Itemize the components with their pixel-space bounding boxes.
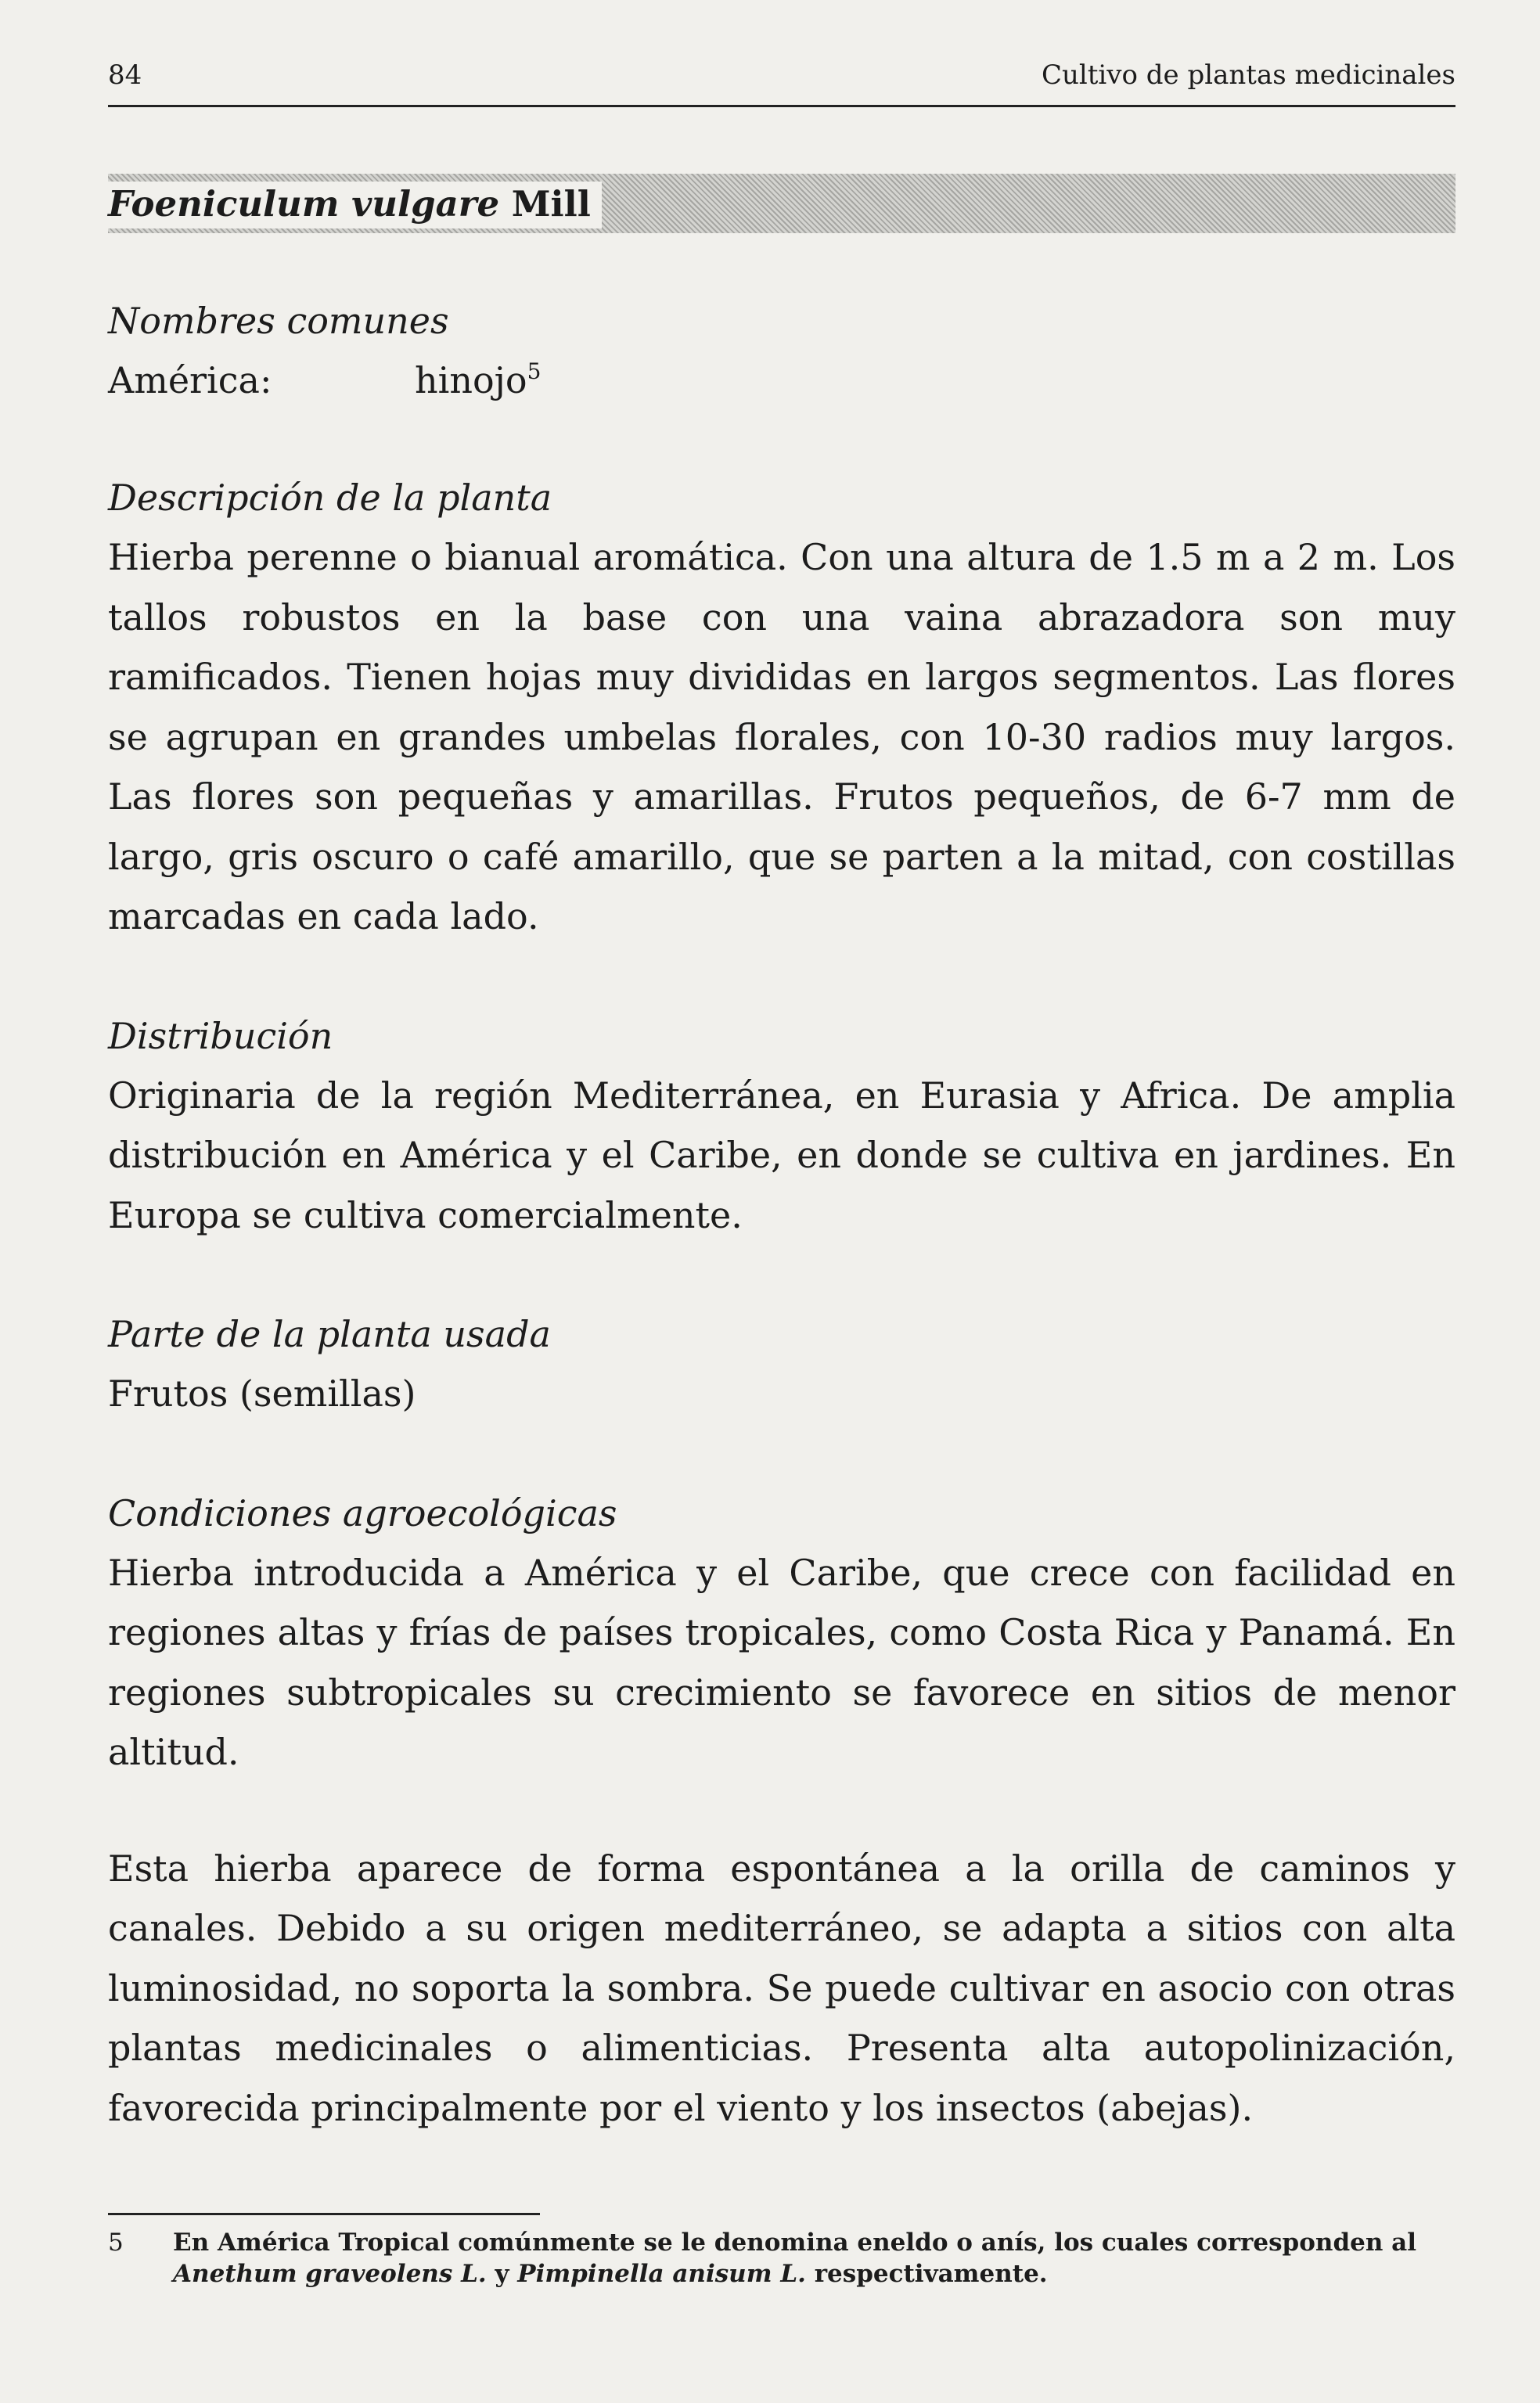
- spacer: [108, 947, 1455, 1006]
- part-used-text: Frutos (semillas): [108, 1372, 416, 1415]
- footnote-text-after: respectivamente.: [814, 2260, 1048, 2288]
- running-title: Cultivo de plantas medicinales: [1041, 59, 1455, 91]
- species-title-bar: [108, 174, 1455, 233]
- distribution-text: Originaria de la región Mediterránea, en Eurasia y Africa. De amplia distribución en América y el Caribe, en donde se cultiva en jardines. En Europa se cultiva comercialmente.: [108, 1074, 1455, 1236]
- common-name-region: América:: [108, 359, 272, 401]
- species-latin-name: Foeniculum vulgare: [108, 183, 500, 225]
- description-text: Hierba perenne o bianual aromática. Con una altura de 1.5 m a 2 m. Los tallos robustos en la base con una vaina abrazadora son muy ramificados. Tienen hojas muy divididas en largos segmentos. Las flores se agrupan en grandes umbelas florales, con 10-30 radios muy largos. Las flores son pequeñas y amarillas. Frutos pequeños, de 6-7 mm de largo, gris oscuro o café amarillo, que se parten a la mitad, con costillas marcadas en cada lado.: [108, 536, 1455, 937]
- species-author: Mill: [511, 183, 591, 225]
- page-number: 84: [108, 59, 142, 91]
- part-used-heading: Parte de la planta usada: [108, 1313, 551, 1355]
- footnote-text-before: En América Tropical comúnmente se le denomina eneldo o anís, los cuales corresponden al: [173, 2229, 1417, 2257]
- conditions-text-1: Hierba introducida a América y el Caribe, que crece con facilidad en regiones altas y frías de países tropicales, como Costa Rica y Panamá. En regiones subtropicales su crecimiento se favorece en sitios de menor altitud.: [108, 1551, 1455, 1773]
- spacer: [108, 1245, 1455, 1304]
- footnote-reference: 5: [527, 358, 542, 384]
- spacer: [108, 1424, 1455, 1484]
- distribution-heading: Distribución: [108, 1014, 333, 1057]
- footnote-species-pimpinella: Pimpinella anisum L.: [517, 2260, 806, 2288]
- description-heading: Descripción de la planta: [108, 477, 552, 519]
- conditions-heading: Condiciones agroecológicas: [108, 1491, 617, 1534]
- common-name-row: [108, 351, 1455, 410]
- footnote-number: 5: [108, 2229, 124, 2257]
- common-name-value: hinojo: [415, 359, 527, 401]
- footnote-text: [173, 2227, 1455, 2290]
- spacer: [108, 410, 1455, 468]
- spacer: [108, 1782, 1455, 1839]
- page-header: [108, 56, 1455, 103]
- footnote-connector: y: [495, 2260, 509, 2288]
- footnote: [108, 2227, 1455, 2290]
- header-rule: [108, 105, 1455, 107]
- species-title: [108, 182, 602, 228]
- footnote-rule: [108, 2213, 540, 2215]
- footnote-species-anethum: Anethum graveolens L.: [173, 2260, 487, 2288]
- conditions-text-2: Esta hierba aparece de forma espontánea a la orilla de caminos y canales. Debido a su origen mediterráneo, se adapta a sitios con alta luminosidad, no soporta la sombra. Se puede cultivar en asocio con otras plantas medicinales o alimenticias. Presenta alta autopolinización, favorecida principalmente por el viento y los insectos (abejas).: [108, 1847, 1455, 2129]
- common-names-heading: Nombres comunes: [108, 300, 449, 342]
- page-content: [108, 291, 1455, 2138]
